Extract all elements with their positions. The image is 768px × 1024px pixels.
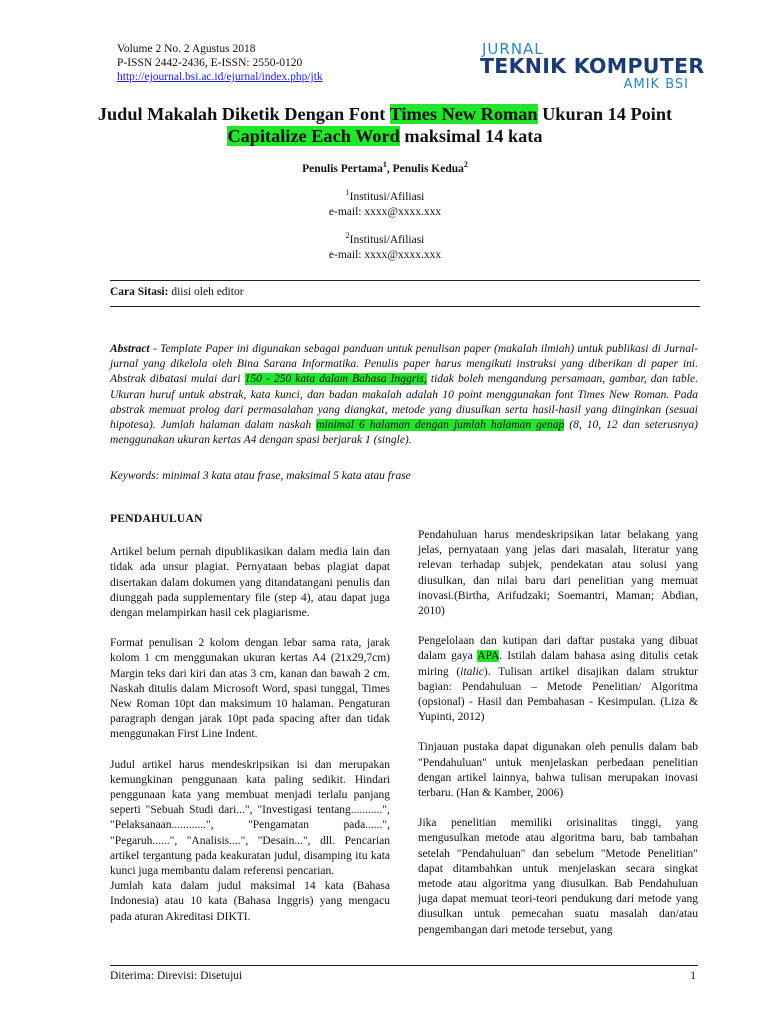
citation-value: diisi oleh editor — [168, 286, 244, 298]
section-title-pendahuluan: PENDAHULUAN — [110, 513, 203, 525]
paper-title — [80, 103, 690, 147]
citation-line — [110, 286, 244, 298]
abstract-text-2: tidak boleh mengandung persamaan, gambar, dan table. Ukuran huruf untuk abstrak, kata kunci, dan badan makalah adalah 10 point menggunakan font Times New Roman. Pada abstrak memuat prolog dari permasalahan yang diangkat, metode yang diusulkan serta hasil-hasil yang diinginkan (sesuai hipotesa). Jumlah halaman dalam naskah — [110, 373, 698, 432]
abstract-text-3: (8, 10, 12 dan seterusnya) menggunakan ukuran kertas A4 dengan spasi berjarak 1 (single). — [110, 419, 698, 447]
journal-url-link[interactable]: http://ejournal.bsi.ac.id/ejurnal/index.php/jtk — [117, 71, 323, 83]
footer-divider — [110, 965, 698, 966]
affiliation-1-email: e-mail: xxxx@xxxx.xxx — [328, 205, 442, 218]
abstract-text-1: - Template Paper ini digunakan sebagai panduan untuk penulisan paper (makalah ilmiah) untuk publikasi di Jurnal-jurnal yang dikelola oleh Bina Sarana Informatika. Penulis paper harus mengikuti instruksi yang diberikan di paper ini. Abstrak dibatasi mulai dari — [110, 343, 698, 386]
author-2: Penulis Kedua — [392, 162, 464, 175]
affiliation-2 — [100, 228, 670, 263]
keywords: Keywords: minimal 3 kata atau frase, maksimal 5 kata atau frase — [110, 470, 411, 482]
affiliation-2-institution: Institusi/Afiliasi — [349, 233, 425, 246]
affiliation-2-email: e-mail: xxxx@xxxx.xxx — [328, 248, 442, 261]
logo-line-teknik-komputer: TEKNIK KOMPUTER — [480, 54, 705, 78]
left-column — [110, 512, 390, 940]
logo-line-jurnal: JURNAL — [482, 40, 544, 58]
paragraph: Pendahuluan harus mendeskripsikan latar belakang yang jelas, pernyataan yang jelas dari masalah, literatur yang relevan terhadap subjek, pendekatan atau solusi yang diusulkan, dan nilai baru dari penelitian yang memuat inovasi.(Birtha, Arifudzaki; Soemantri, Maman; Abdian, 2010) — [418, 529, 698, 618]
affiliation-1-sup: 1 — [345, 188, 350, 197]
affiliation-2-sup: 2 — [345, 231, 350, 240]
title-text-1: Judul Makalah Diketik Dengan Font — [97, 104, 390, 124]
paragraph-text: Pengelolaan dan kutipan dari daftar pustaka yang dibuat dalam gaya — [418, 635, 698, 663]
divider-bottom — [110, 306, 700, 307]
paragraph: Jika penelitian memiliki orisinalitas tinggi, yang mengusulkan metode atau algoritma baru, bab tambahan setelah "Pendahuluan" dan sebelum "Metode Penelitian" dapat ditambahkan untuk menjelaskan secara singkat metode atau algoritma yang diusulkan. Bab Pendahuluan juga dapat memuat teori-teori pendukung dari metode yang diusulkan untuk pemecahan suatu masalah dan/atau pengembangan dari metode tersebut, yang — [418, 817, 698, 936]
paragraph: Artikel belum pernah dipublikasikan dalam media lain dan tidak ada unsur plagiat. Pernyataan bebas plagiat dapat disertakan dalam dokumen yang ditandatangani penulis dan diunggah pada supplementary file (step 4), atau dapat juga dengan melampirkan hasil cek plagiarisme. — [110, 546, 390, 620]
paragraph-text: ). Tulisan artikel disajikan dalam struktur bagian: Pendahuluan – Metode Penelitian/ Algoritma (opsional) - Hasil dan Pembahasan - Kesimpulan. (Liza & Yupinti, 2012) — [418, 665, 698, 724]
journal-logo — [480, 40, 705, 92]
author-1-sup: 1 — [382, 160, 387, 169]
divider-top — [110, 280, 700, 281]
abstract-highlight-2: minimal 6 halaman dengan jumlah halaman genap — [316, 419, 565, 432]
paragraph: Tinjauan pustaka dapat digunakan oleh penulis dalam bab "Pendahuluan" untuk menjelaskan perbedaan penelitian dengan artikel lainnya, bahwa tulisan merupakan inovasi terbaru. (Han & Kamber, 2006) — [418, 741, 698, 800]
right-column — [418, 528, 698, 953]
paragraph: Format penulisan 2 kolom dengan lebar sama rata, jarak kolom 1 cm menggunakan ukuran kertas A4 (21x29,7cm) Margin teks dari kiri dan atas 3 cm, kanan dan bawah 2 cm. Naskah ditulis dalam Microsoft Word, spasi tunggal, Times New Roman 10pt dan maksimum 10 halaman. Pengaturan paragraph dengan jarak 10pt pada spacing after dan tidak menggunakan First Line Indent. — [110, 637, 390, 741]
author-separator: , — [386, 162, 393, 175]
footer-dates: Diterima: Direvisi: Disetujui — [110, 970, 243, 982]
page-number: 1 — [690, 970, 696, 982]
paragraph: Jumlah kata dalam judul maksimal 14 kata (Bahasa Indonesia) atau 10 kata (Bahasa Inggris) yang mengacu pada aturan Akreditasi DIKTI. — [110, 880, 390, 923]
paragraph — [418, 634, 698, 725]
logo-line-amik-bsi: AMIK BSI — [623, 77, 689, 92]
volume-line: Volume 2 No. 2 Agustus 2018 — [117, 43, 256, 55]
citation-label: Cara Sitasi: — [110, 286, 169, 298]
paragraph-text: . Istilah dalam bahasa asing ditulis cetak miring ( — [418, 650, 698, 678]
author-1: Penulis Pertama — [302, 162, 383, 175]
italic-term: italic — [460, 665, 484, 678]
author-2-sup: 2 — [463, 160, 468, 169]
abstract-label: Abstract — [110, 343, 150, 355]
journal-header-info — [117, 42, 323, 84]
issn-line: P-ISSN 2442-2436, E-ISSN: 2550-0120 — [117, 57, 303, 69]
title-highlight-2: Capitalize Each Word — [227, 126, 400, 146]
apa-highlight: APA — [477, 650, 500, 663]
paragraph: Judul artikel harus mendeskripsikan isi dan merupakan kemungkinan penggunaan kata paling sedikit. Hindari penggunaan kata yang membuat menjadi terlalu panjang seperti "Sebuah Studi dari...", "Investigasi tentang...........", "Pelaksanaan............", "Pengamatan pada......", "Pegaruh......", "Analisis....", "Desain...", dll. Pencarian artikel tergantung pada keakuratan judul, disamping itu kata kunci juga membantu dalam referensi pencarian. — [110, 758, 390, 878]
affiliation-1 — [100, 185, 670, 220]
title-highlight-1: Times New Roman — [389, 104, 538, 124]
abstract — [110, 342, 698, 448]
abstract-highlight-1: 150 - 250 kata dalam Bahasa Inggris, — [244, 373, 427, 386]
title-text-2: Ukuran 14 Point — [537, 104, 673, 124]
authors-line — [100, 160, 670, 175]
affiliation-1-institution: Institusi/Afiliasi — [349, 190, 425, 203]
title-text-3: maksimal 14 kata — [399, 126, 543, 146]
